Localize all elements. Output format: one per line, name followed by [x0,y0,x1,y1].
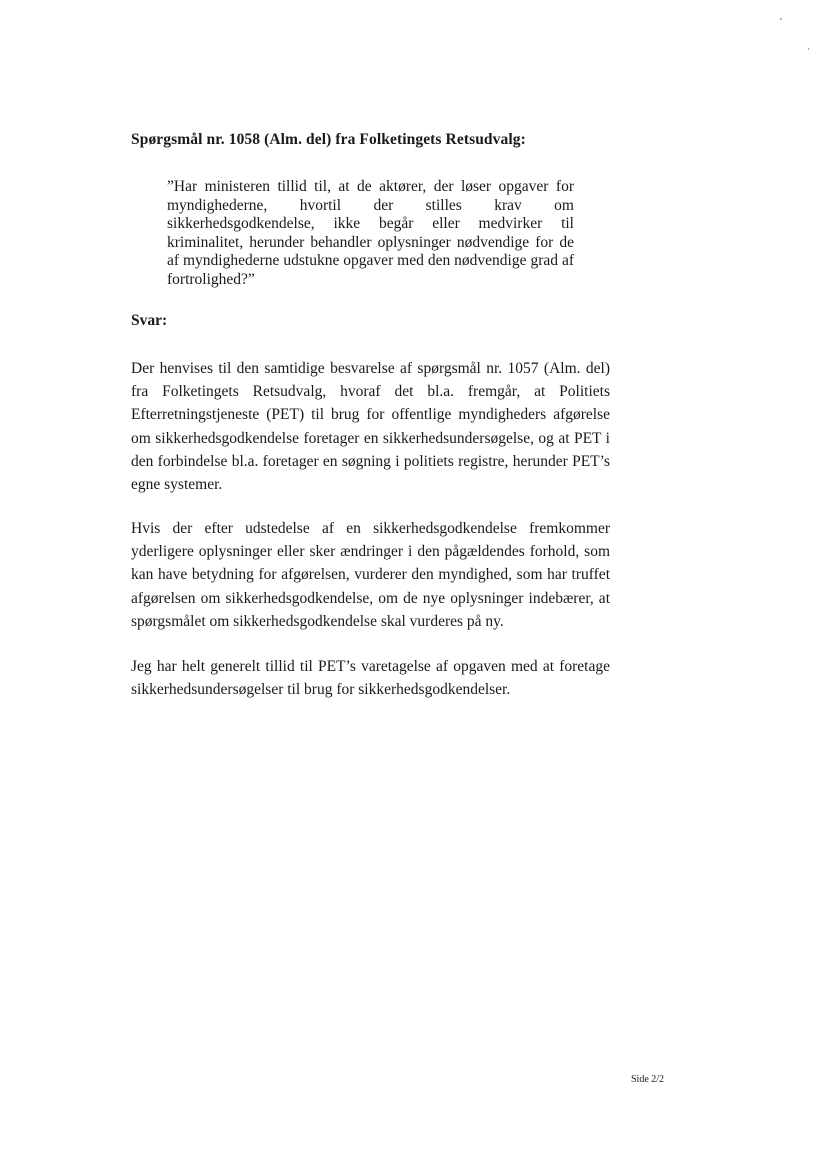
scan-speck [808,48,809,50]
question-quote: ”Har ministeren tillid til, at de aktører, der løser opgaver for myndighederne, hvortil der stilles krav om sikkerhedsgodkendelse, ikke begår eller medvirker til kriminalitet, herunder behandler oplysninger nødvendige for de af myndighederne udstukne opgaver med den nødvendige grad af fortrolighed?” [167,178,574,288]
page-number: Side 2/2 [631,1074,665,1085]
answer-label: Svar: [131,312,168,329]
answer-paragraph-2: Hvis der efter udstedelse af en sikkerhedsgodkendelse fremkommer yderligere oplysninger eller sker ændringer i den pågældendes forhold, som kan have betydning for afgørelsen, vurderer den myndighed, som har truffet afgørelsen om sikkerhedsgodkendelse, om de nye oplysninger indebærer, at spørgsmålet om sikkerhedsgodkendelse skal vurderes på ny. [131,520,610,630]
scan-speck [780,18,782,20]
answer-paragraph-3: Jeg har helt generelt tillid til PET’s varetagelse af opgaven med at foretage sikkerhedsundersøgelser til brug for sikkerhedsgodkendelser. [131,658,610,699]
answer-paragraph-1: Der henvises til den samtidige besvarelse af spørgsmål nr. 1057 (Alm. del) fra Folketingets Retsudvalg, hvoraf det bl.a. fremgår, at Politiets Efterretningstjeneste (PET) til brug for offentlige myndigheders afgørelse om sikkerhedsgodkendelse foretager en sikkerhedsundersøgelse, og at PET i den forbindelse bl.a. foretager en søgning i politiets registre, herunder PET’s egne systemer. [131,360,610,494]
question-heading: Spørgsmål nr. 1058 (Alm. del) fra Folketingets Retsudvalg: [131,131,526,148]
